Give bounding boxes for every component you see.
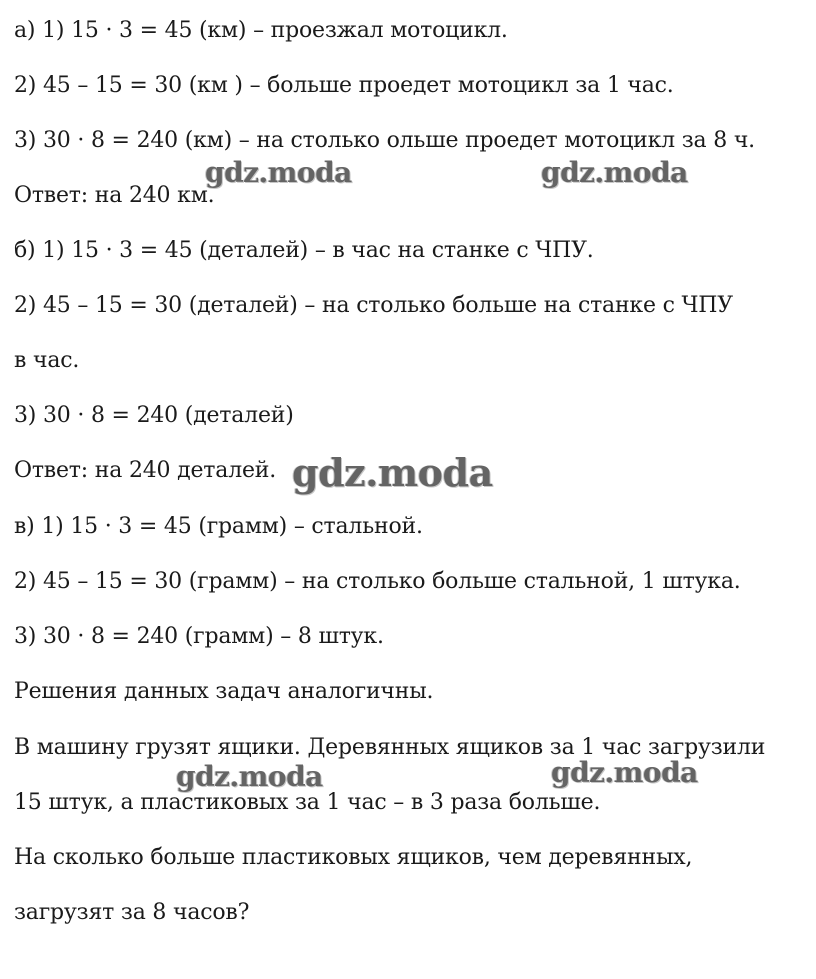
text-line: 2) 45 – 15 = 30 (деталей) – на столько больше на станке с ЧПУ: [14, 293, 733, 318]
text-line: В машину грузят ящики. Деревянных ящиков за 1 час загрузили: [14, 735, 766, 760]
text-line: Ответ: на 240 деталей.: [14, 458, 277, 483]
text-line: б) 1) 15 · 3 = 45 (деталей) – в час на станке с ЧПУ.: [14, 238, 594, 263]
watermark: gdz.moda: [541, 156, 688, 189]
text-line: 3) 30 · 8 = 240 (грамм) – 8 штук.: [14, 624, 384, 649]
text-line: в час.: [14, 348, 80, 373]
watermark: gdz.moda: [205, 156, 352, 189]
text-line: 2) 45 – 15 = 30 (км ) – больше проедет мотоцикл за 1 час.: [14, 73, 674, 98]
text-line: загрузят за 8 часов?: [14, 900, 250, 925]
watermark: gdz.moda: [292, 450, 493, 495]
text-line: 3) 30 · 8 = 240 (деталей): [14, 403, 294, 428]
watermark: gdz.moda: [551, 756, 698, 789]
text-line: 2) 45 – 15 = 30 (грамм) – на столько больше стальной, 1 штука.: [14, 569, 741, 594]
text-line: На сколько больше пластиковых ящиков, чем деревянных,: [14, 845, 693, 870]
text-line: а) 1) 15 · 3 = 45 (км) – проезжал мотоцикл.: [14, 18, 508, 43]
text-line: 3) 30 · 8 = 240 (км) – на столько ольше проедет мотоцикл за 8 ч.: [14, 128, 755, 153]
text-line: Решения данных задач аналогичны.: [14, 679, 434, 704]
text-line: Ответ: на 240 км.: [14, 183, 215, 208]
text-line: 15 штук, а пластиковых за 1 час – в 3 раза больше.: [14, 790, 601, 815]
watermark: gdz.moda: [176, 760, 323, 793]
text-line: в) 1) 15 · 3 = 45 (грамм) – стальной.: [14, 514, 423, 539]
